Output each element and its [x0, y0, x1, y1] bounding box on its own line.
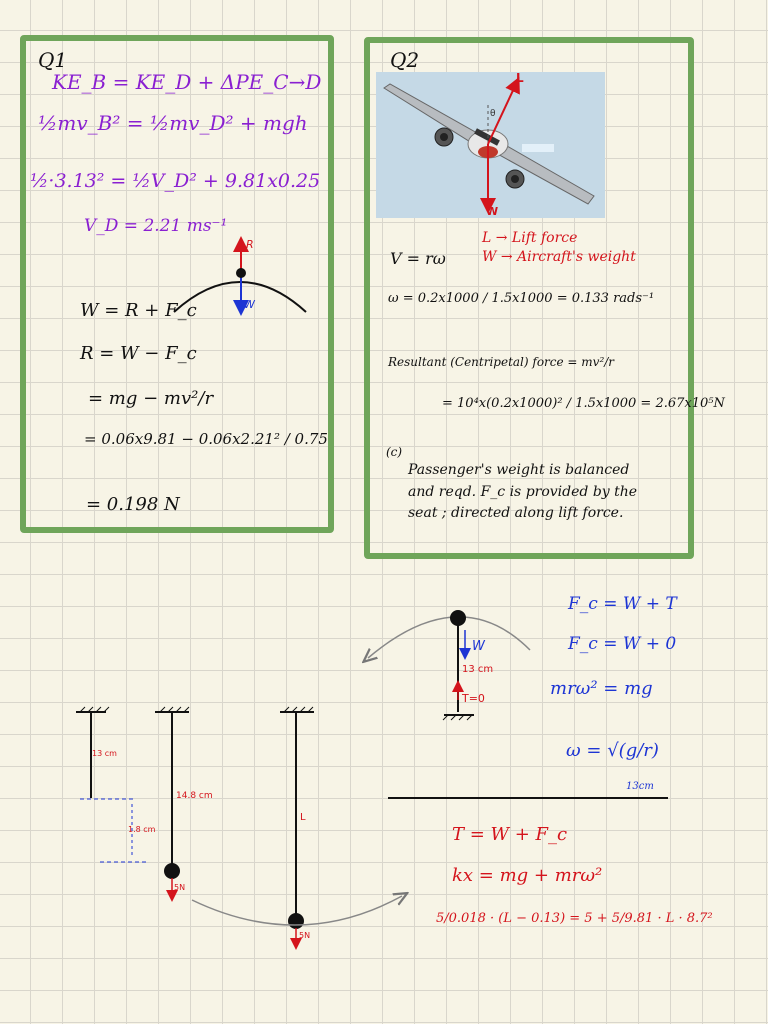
- spring-extension: 1.8 cm: [128, 825, 156, 834]
- q2-resultant-calc: = 10⁴x(0.2x1000)² / 1.5x1000 = 2.67x10⁵N: [442, 396, 725, 411]
- spring-a-length: 13 cm: [92, 749, 117, 758]
- q1-title: Q1: [38, 48, 68, 72]
- eq-omega-root: ω = √(g/r): [566, 740, 659, 761]
- legend-weight: W → Aircraft's weight: [482, 249, 636, 265]
- eq-final: 5/0.018 · (L − 0.13) = 5 + 5/9.81 · L · 8.7²: [436, 911, 713, 926]
- q2-note-line2: and reqd. F_c is provided by the: [408, 484, 638, 500]
- eq-omega-note: 13cm: [626, 781, 654, 792]
- aircraft-drawing: [376, 72, 605, 218]
- q1-eq4: = 0.06x9.81 − 0.06x2.21² / 0.75: [84, 430, 328, 448]
- q1-line4: V_D = 2.21 ms⁻¹: [84, 216, 228, 236]
- eq-fc-a: F_c = W + T: [568, 594, 677, 614]
- spring-c-load: 5N: [299, 931, 311, 940]
- eq-fc-b: F_c = W + 0: [568, 634, 677, 654]
- aircraft-photo: [376, 72, 605, 218]
- q1-line1: KE_B = KE_D + ΔPE_C→D: [52, 70, 322, 94]
- spring-c-length: L: [300, 812, 306, 823]
- photo-label-W: W: [486, 205, 499, 218]
- top-W-label: W: [472, 639, 485, 654]
- q1-eq1: W = R + F_c: [80, 300, 197, 321]
- q1-line2: ½mv_B² = ½mv_D² + mgh: [38, 111, 308, 135]
- top-bob: [450, 610, 466, 626]
- q1-line3: ½·3.13² = ½V_D² + 9.81x0.25: [30, 170, 321, 192]
- q1-eq2: R = W − F_c: [80, 343, 197, 364]
- q1-ball: [236, 268, 246, 278]
- spring-b-mass: [164, 863, 180, 879]
- q2-eq-omega: ω = 0.2x1000 / 1.5x1000 = 0.133 rads⁻¹: [388, 291, 655, 306]
- q2-note-line1: [408, 463, 629, 477]
- q1-eq5: = 0.198 N: [86, 494, 180, 515]
- q2-resultant-label: Resultant (Centripetal) force = mv²/r: [388, 355, 615, 369]
- q1-fig-W: W: [244, 298, 255, 311]
- q2-note-line3: seat ; directed along lift force.: [408, 505, 624, 521]
- q2-eq-v: V = rω: [390, 249, 446, 268]
- photo-label-L: L: [516, 72, 524, 85]
- photo-label-theta: θ: [490, 109, 496, 119]
- eq-tension: T = W + F_c: [452, 824, 568, 845]
- q2-title: Q2: [390, 48, 420, 72]
- spring-b-load: 5N: [174, 883, 186, 892]
- top-swing-arc: [368, 617, 530, 658]
- q2-note-line1-text: Passenger's weight is balanced: [408, 462, 630, 478]
- top-length-label: 13 cm: [462, 664, 494, 675]
- eq-mrw: mrω² = mg: [550, 678, 653, 699]
- legend-lift: L → Lift force: [482, 230, 578, 246]
- top-T-label: T=0: [462, 692, 485, 705]
- eq-spring: kx = mg + mrω²: [452, 865, 603, 886]
- q2-part-c: (c): [386, 445, 403, 459]
- q1-eq3: = mg − mv²/r: [88, 388, 214, 409]
- q1-fig-R: R: [246, 238, 254, 251]
- spring-c-mass: [288, 913, 304, 929]
- spring-b-length: 14.8 cm: [176, 791, 213, 801]
